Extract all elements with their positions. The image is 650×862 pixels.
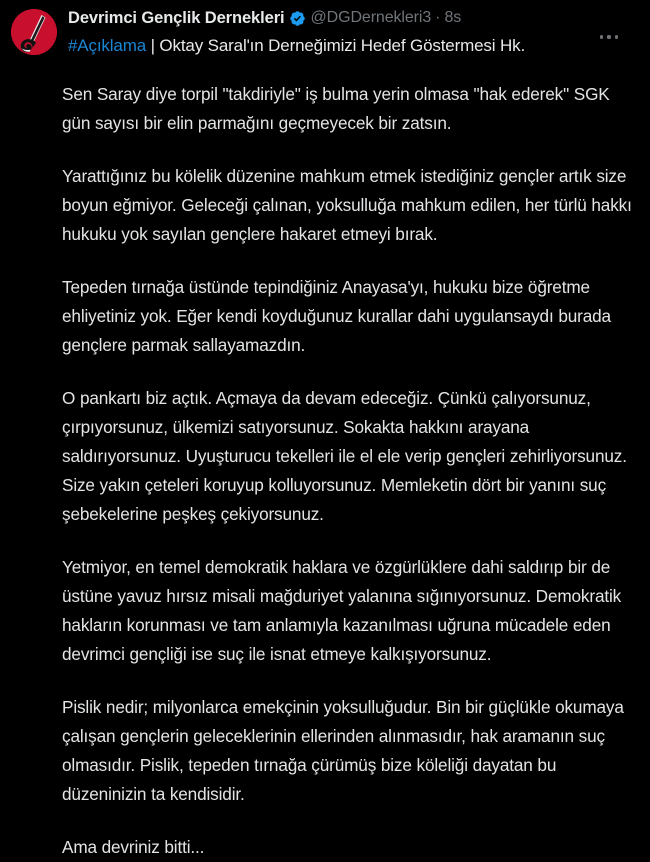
tweet-header bbox=[11, 9, 640, 67]
name-row bbox=[68, 7, 640, 29]
tweet-paragraph: Ama devriniz bitti... bbox=[62, 837, 205, 857]
hashtag-link[interactable]: #Açıklama bbox=[68, 36, 147, 55]
header-text-block bbox=[68, 7, 640, 57]
subject-line bbox=[68, 35, 640, 57]
more-horizontal-icon-dot-1 bbox=[600, 35, 603, 38]
more-horizontal-icon-dot-2 bbox=[607, 35, 610, 38]
separator-dot: · bbox=[435, 9, 441, 26]
tweet-paragraph: Yetmiyor, en temel demokratik haklara ve özgürlüklere dahi saldırıp bir de üstüne yavuz hırsız misali mağduriyet yalanına sığınıyorsunuz. Demokratik hakların korunması ve tam anlamıyla kazanılması uğruna mücadele eden devrimci gençliği ise suç ile isnat etmeye kalkışıyorsunuz. bbox=[62, 557, 622, 664]
timestamp[interactable]: 8s bbox=[444, 9, 462, 26]
tweet-body bbox=[62, 80, 638, 862]
tweet-paragraph: Pislik nedir; milyonlarca emekçinin yoksulluğudur. Bin bir güçlükle okumaya çalışan gençlerin geleceklerinin ellerinden alınmasıdır, hak aramanın suç olmasıdır. Pislik, tepeden tırnağa çürümüş bize köleliği dayatan bu düzeninizin ta kendisidir. bbox=[62, 697, 624, 804]
more-horizontal-icon-dot-3 bbox=[615, 35, 618, 38]
user-handle[interactable]: @DGDernekleri3 bbox=[310, 9, 432, 26]
avatar[interactable] bbox=[11, 9, 57, 55]
subject-rest-text: | Oktay Saral'ın Derneğimizi Hedef Göstermesi Hk. bbox=[146, 36, 526, 55]
tweet-paragraph: Tepeden tırnağa üstünde tepindiğiniz Anayasa'yı, hukuku bize öğretme ehliyetiniz yok. Eğer kendi koyduğunuz kurallar dahi uygulansaydı burada gençlere parmak sallayamazdın. bbox=[62, 277, 611, 355]
tweet-paragraph: O pankartı biz açtık. Açmaya da devam edeceğiz. Çünkü çalıyorsunuz, çırpıyorsunuz, ülkemizi satıyorsunuz. Sokakta hakkını arayana saldırıyorsunuz. Uyuşturucu tekelleri ile el ele verip gençleri zehirliyorsunuz. Size yakın çeteleri koruyup kolluyorsunuz. Memleketin dört bir yanını suç şebekelerine peşkeş çekiyorsunuz. bbox=[62, 388, 627, 524]
tweet-paragraph: Sen Saray diye torpil "takdiriyle" iş bulma yerin olmasa "hak ederek" SGK gün sayısı bir elin parmağını geçmeyecek bir zatsın. bbox=[62, 84, 610, 133]
verified-badge-icon bbox=[289, 10, 306, 27]
display-name[interactable]: Devrimci Gençlik Dernekleri bbox=[68, 9, 285, 27]
organization-avatar-logo-icon bbox=[11, 9, 57, 55]
more-options-button[interactable] bbox=[594, 26, 624, 48]
tweet-paragraph: Yarattığınız bu kölelik düzenine mahkum etmek istediğiniz gençler artık size boyun eğmiyor. Geleceği çalınan, yoksulluğa mahkum edilen, her türlü hakkı hukuku yok sayılan gençlere hakaret etmeyi bırak. bbox=[62, 166, 632, 244]
